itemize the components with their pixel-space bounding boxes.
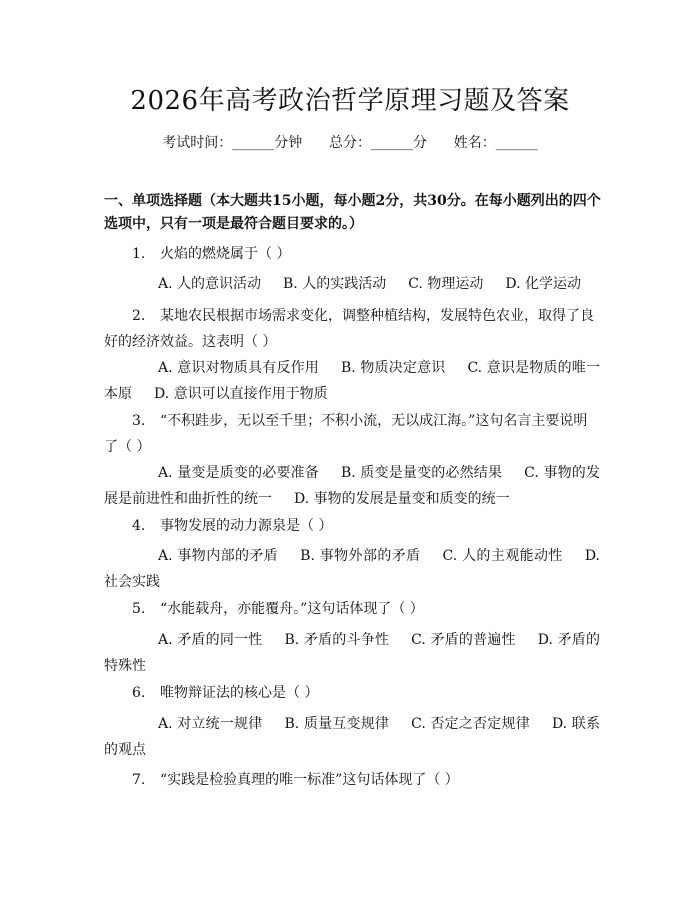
option-c[interactable]: C. 物理运动 (408, 276, 484, 292)
question-1-options (104, 271, 600, 297)
option-b[interactable]: B. 质量互变规律 (284, 716, 390, 732)
question-7 (104, 767, 600, 793)
option-a[interactable]: A. 人的意识活动 (158, 276, 262, 292)
question-stem: “不积跬步，无以至千里；不积小流，无以成江海。”这句名言主要说明了（ ） (104, 413, 588, 455)
question-6 (104, 680, 600, 706)
option-c[interactable]: C. 意识是物质的唯一本原 (104, 360, 600, 402)
question-3 (104, 408, 600, 460)
option-a[interactable]: A. 对立统一规律 (158, 716, 263, 732)
question-number: 3. (132, 413, 146, 429)
option-d[interactable]: D. 矛盾的特殊性 (104, 632, 600, 674)
question-4-options (104, 543, 600, 595)
option-c[interactable]: C. 矛盾的普遍性 (411, 632, 516, 648)
option-b[interactable]: B. 人的实践活动 (283, 276, 387, 292)
question-stem: “实践是检验真理的唯一标准”这句话体现了（ ） (160, 772, 459, 788)
question-1 (104, 241, 600, 267)
question-stem: 事物发展的动力源泉是（ ） (160, 518, 333, 534)
option-b[interactable]: B. 事物外部的矛盾 (300, 548, 421, 564)
option-b[interactable]: B. 物质决定意识 (340, 360, 446, 376)
option-a[interactable]: A. 事物内部的矛盾 (158, 548, 279, 564)
exam-meta-line: 考试时间：______分钟 总分：______分 姓名：______ (162, 135, 538, 151)
option-c[interactable]: C. 人的主观能动性 (442, 548, 563, 564)
option-d[interactable]: D. 联系的观点 (104, 716, 600, 758)
option-b[interactable]: B. 质变是量变的必然结果 (340, 465, 503, 481)
option-a[interactable]: A. 矛盾的同一性 (158, 632, 263, 648)
question-5-options (104, 627, 600, 679)
question-number: 7. (132, 772, 146, 788)
option-c[interactable]: C. 事物的发展是前进性和曲折性的统一 (104, 465, 600, 507)
question-number: 5. (132, 601, 146, 617)
option-a[interactable]: A. 量变是质变的必要准备 (158, 465, 319, 481)
option-d[interactable]: D. 化学运动 (505, 276, 581, 292)
question-number: 2. (132, 308, 146, 324)
question-3-options (104, 460, 600, 512)
document-title: 2026年高考政治哲学原理习题及答案 (130, 86, 570, 116)
question-4 (104, 513, 600, 539)
question-5 (104, 596, 600, 622)
option-a[interactable]: A. 意识对物质具有反作用 (158, 360, 319, 376)
question-stem: 火焰的燃烧属于（ ） (160, 246, 291, 262)
question-stem: 唯物辩证法的核心是（ ） (160, 685, 319, 701)
question-number: 1. (132, 246, 146, 262)
option-b[interactable]: B. 矛盾的斗争性 (284, 632, 390, 648)
option-d[interactable]: D. 意识可以直接作用于物质 (154, 386, 328, 402)
question-stem: “水能载舟，亦能覆舟。”这句话体现了（ ） (160, 601, 424, 617)
question-2 (104, 303, 600, 355)
option-d[interactable]: D. 社会实践 (104, 548, 600, 590)
option-c[interactable]: C. 否定之否定规律 (411, 716, 530, 732)
section-heading: 一、单项选择题（本大题共15小题，每小题2分，共30分。在每小题列出的四个选项中，只有一项是最符合题目要求的。） (104, 193, 601, 232)
option-d[interactable]: D. 事物的发展是量变和质变的统一 (294, 491, 510, 507)
question-2-options (104, 355, 600, 407)
question-number: 6. (132, 685, 146, 701)
question-number: 4. (132, 518, 146, 534)
question-stem: 某地农民根据市场需求变化，调整种植结构，发展特色农业，取得了良好的经济效益。这表明（ ） (104, 308, 594, 350)
question-6-options (104, 711, 600, 763)
